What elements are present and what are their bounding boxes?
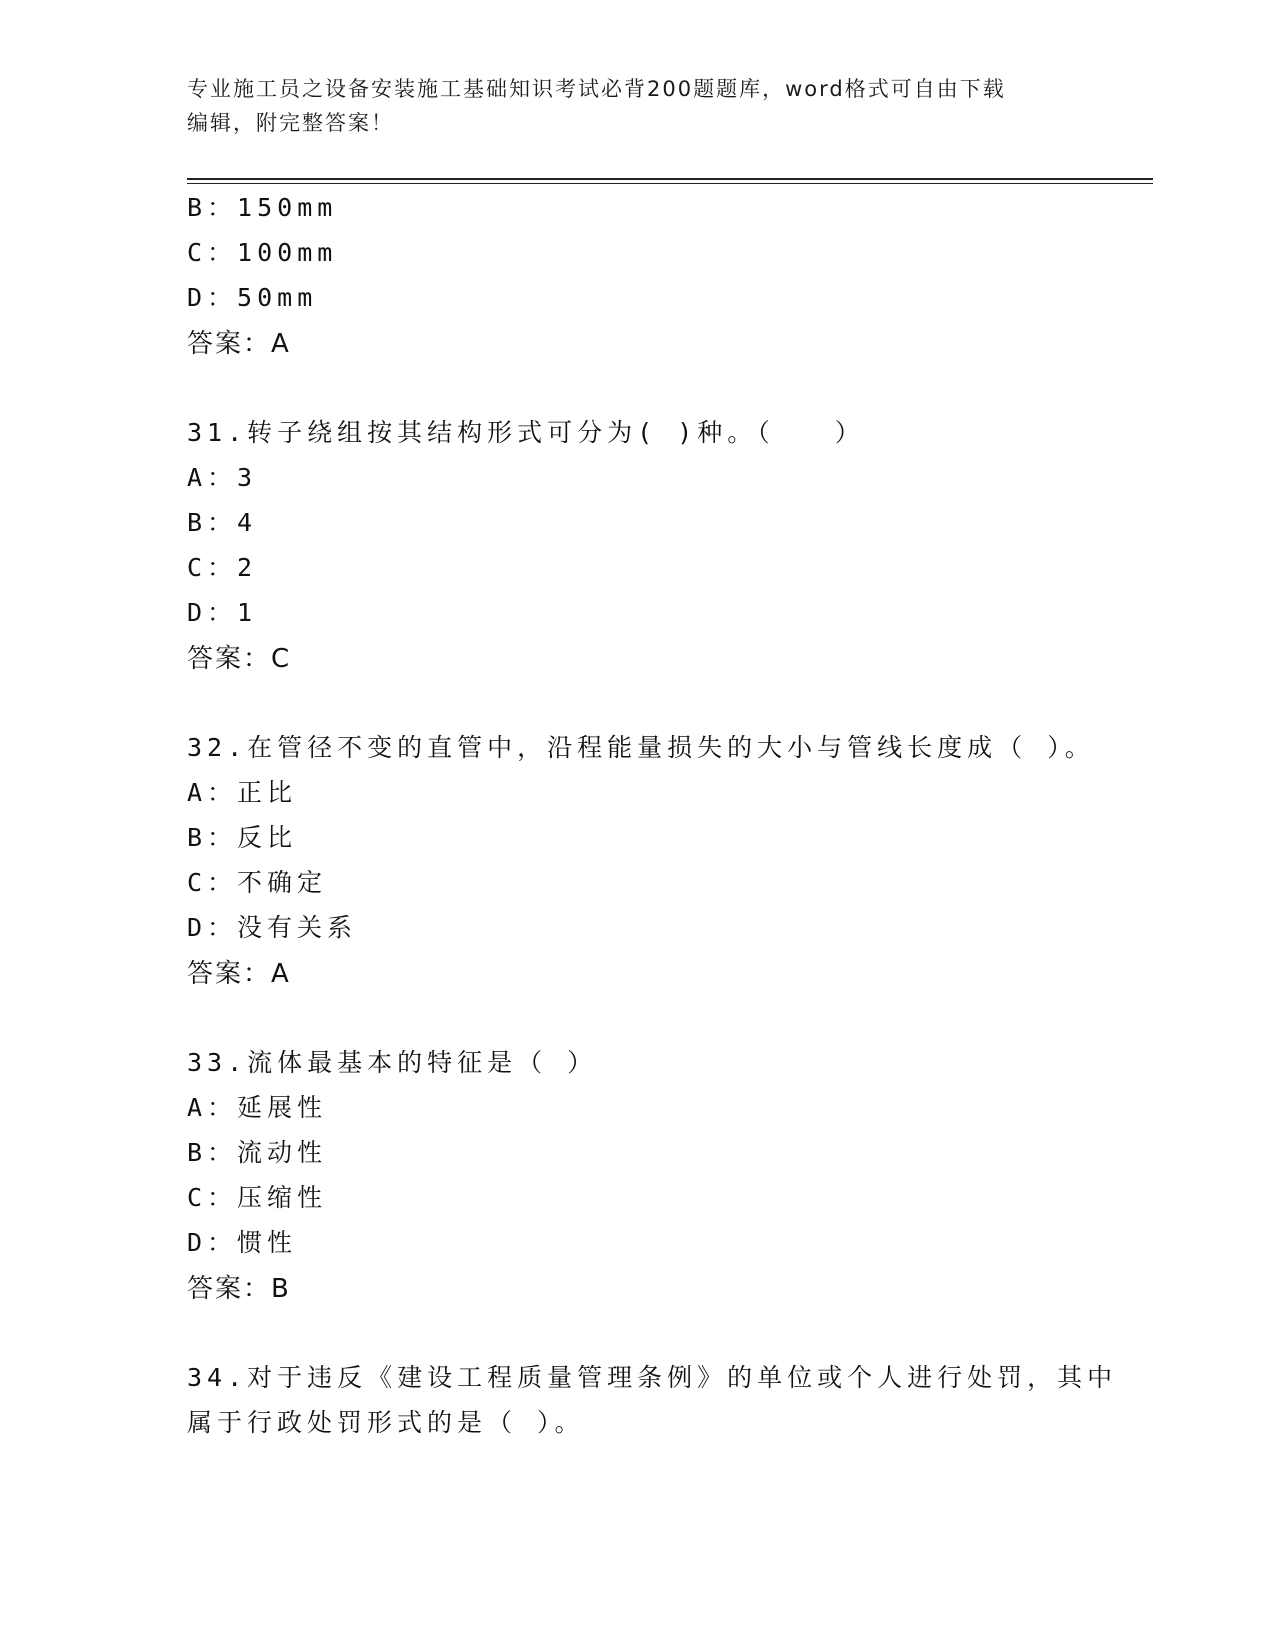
q31-question: 31.转子绕组按其结构形式可分为( )种。（ ） [187, 418, 865, 447]
q31-answer: 答案：C [187, 644, 292, 674]
q33-option-d: D：惯性 [187, 1228, 298, 1257]
q34-question-line-2: 属于行政处罚形式的是（ ）。 [187, 1408, 585, 1437]
header-title-line-1: 专业施工员之设备安装施工基础知识考试必背200题题库，word格式可自由下载 [187, 77, 1006, 101]
q33-option-b: B：流动性 [187, 1138, 328, 1167]
q30-option-c: C：100mm [187, 238, 338, 267]
q31-option-d: D：1 [187, 598, 258, 627]
q31-option-b: B：4 [187, 508, 258, 537]
q33-question: 33.流体最基本的特征是（ ） [187, 1048, 598, 1077]
q33-option-c: C：压缩性 [187, 1183, 328, 1212]
q33-option-a: A：延展性 [187, 1093, 328, 1122]
header-divider-thick [187, 178, 1153, 180]
header-divider-thin [187, 183, 1153, 184]
q30-answer: 答案：A [187, 329, 291, 359]
q32-option-d: D：没有关系 [187, 913, 358, 942]
header-title-line-2: 编辑，附完整答案！ [187, 111, 394, 135]
document-header [187, 72, 1087, 140]
q33-answer: 答案：B [187, 1274, 291, 1304]
q31-option-c: C：2 [187, 553, 258, 582]
q34-question-line-1: 34.对于违反《建设工程质量管理条例》的单位或个人进行处罚，其中 [187, 1363, 1118, 1392]
q32-option-b: B：反比 [187, 823, 298, 852]
q31-option-a: A：3 [187, 463, 258, 492]
q32-question: 32.在管径不变的直管中，沿程能量损失的大小与管线长度成（ ）。 [187, 733, 1095, 762]
q30-option-d: D：50mm [187, 283, 318, 312]
q32-answer: 答案：A [187, 959, 291, 989]
q32-option-a: A：正比 [187, 778, 298, 807]
q30-option-b: B：150mm [187, 193, 338, 222]
q32-option-c: C：不确定 [187, 868, 328, 897]
